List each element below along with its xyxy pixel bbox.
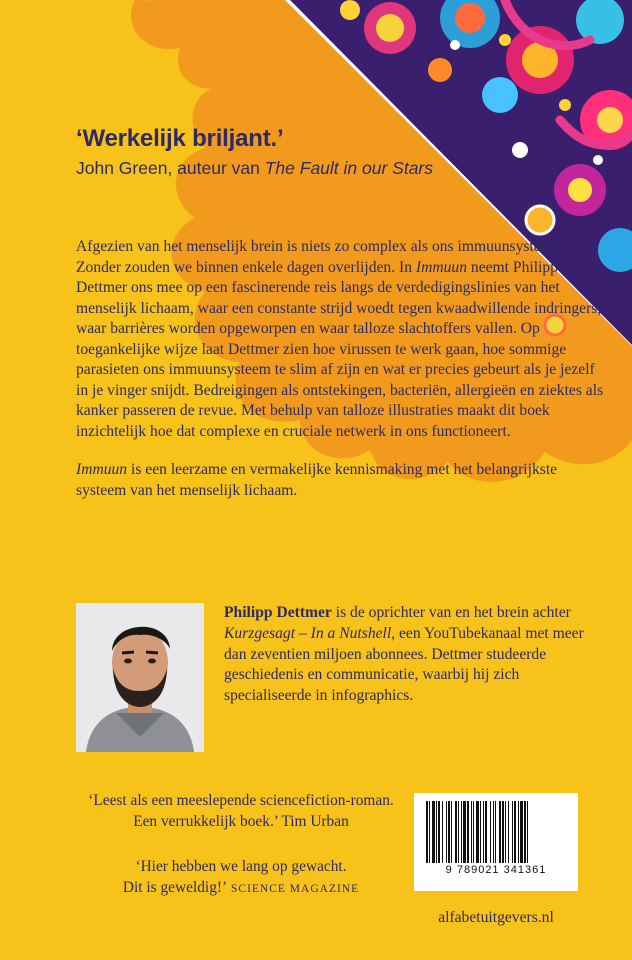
barcode-bar [483, 801, 484, 863]
p2-text: is een leerzame en vermakelijke kennismaking met het belangrijkste systeem van het menselijk lichaam. [76, 461, 558, 499]
barcode-bar [480, 801, 481, 863]
barcode-bar [524, 801, 526, 863]
p2-book-title: Immuun [76, 461, 128, 478]
quote-attribution [76, 158, 433, 179]
barcode-bar [476, 801, 479, 863]
review-2-source: SCIENCE MAGAZINE [227, 883, 360, 895]
review-quote-1 [76, 790, 406, 832]
quote-attribution-prefix: John Green, auteur van [76, 158, 265, 178]
barcode-bar [467, 801, 469, 863]
barcode-bar [461, 801, 462, 863]
barcode-bar [448, 801, 450, 863]
barcode-bar [508, 801, 509, 863]
barcode-bar [446, 801, 447, 863]
barcode-bar [429, 801, 430, 863]
publisher-website: alfabetuitgevers.nl [438, 909, 554, 926]
review-2-line-2: Dit is geweldig!’ [122, 879, 228, 896]
barcode-bar [512, 801, 513, 863]
blurb-text [76, 237, 606, 519]
channel-name: Kurzgesagt – In a Nutshell [224, 624, 392, 642]
barcode-bar [438, 801, 440, 863]
barcode-bar [520, 801, 523, 863]
isbn-number: 9 789021 341361 [445, 864, 547, 876]
barcode-bar [432, 801, 435, 863]
barcode-bar [426, 801, 428, 863]
barcode-bars [424, 801, 568, 863]
review-quote-2 [76, 856, 406, 900]
barcode-bar [485, 801, 487, 863]
barcode-bar [471, 801, 472, 863]
blurb-paragraph-2 [76, 460, 606, 501]
barcode-bar [527, 801, 528, 863]
barcode-bar [436, 801, 437, 863]
bio-text-b: , een YouTubekanaal met meer dan zeventien miljoen abonnees. Dettmer studeerde geschiedenis en communicatie, waarbij hij zich specialiseerde in infographics. [224, 624, 584, 705]
barcode-bar [473, 801, 474, 863]
blurb-paragraph-1 [76, 237, 606, 442]
author-photo [76, 603, 204, 752]
isbn-barcode [414, 793, 578, 891]
barcode-bar [455, 801, 457, 863]
review-1-text: ‘Leest als een meeslepende sciencefiction-roman. Een verrukkelijk boek.’ [88, 792, 394, 830]
p1-text-b: neemt Philipp Dettmer ons mee op een fascinerende reis langs de verdedigingslinies van het menselijk lichaam, waar een constante strijd woedt tegen kwaadwillende indringers, waar barrières worden opgeworpen en waar talloze slachtoffers vallen. Op toegankelijke wijze laat Dettmer zien hoe virussen te werk gaan, hoe sommige parasieten ons immuunsysteem te slim af zijn en wat er precies gebeurt als je jezelf in je vinger snijdt. Bedreigingen als ontstekingen, bacteriën, allergieën en ziektes als kanker passeren de revue. Met behulp van talloze illustraties maakt dit boek inzichtelijk hoe dat complexe en cruciale netwerk in ons functioneert. [76, 258, 604, 440]
barcode-bar [442, 801, 443, 863]
barcode-bar [518, 801, 519, 863]
barcode-bar [463, 801, 466, 863]
review-1-source: Tim Urban [277, 813, 349, 830]
barcode-bar [505, 801, 506, 863]
headline-quote: ‘Werkelijk briljant.’ [76, 125, 284, 152]
quote-attribution-title: The Fault in our Stars [264, 158, 434, 178]
barcode-bar [499, 801, 501, 863]
author-portrait-image [76, 603, 204, 752]
review-2-line-1: ‘Hier hebben we lang op gewacht. [135, 858, 347, 875]
barcode-bar [502, 801, 504, 863]
barcode-bar [458, 801, 459, 863]
bio-text-a: is de oprichter van en het brein achter [331, 604, 571, 621]
barcode-bar [493, 801, 494, 863]
p1-book-title: Immuun [415, 258, 468, 276]
barcode-bar [514, 801, 516, 863]
barcode-bar [451, 801, 452, 863]
author-name: Philipp Dettmer [224, 604, 332, 621]
author-bio [224, 603, 604, 707]
p1-text-a: Afgezien van het menselijk brein is niets zo complex als ons immuunsysteem. Zonder zouden we binnen enkele dagen overlijden. In [76, 238, 564, 276]
barcode-bar [490, 801, 491, 863]
barcode-bar [495, 801, 496, 863]
